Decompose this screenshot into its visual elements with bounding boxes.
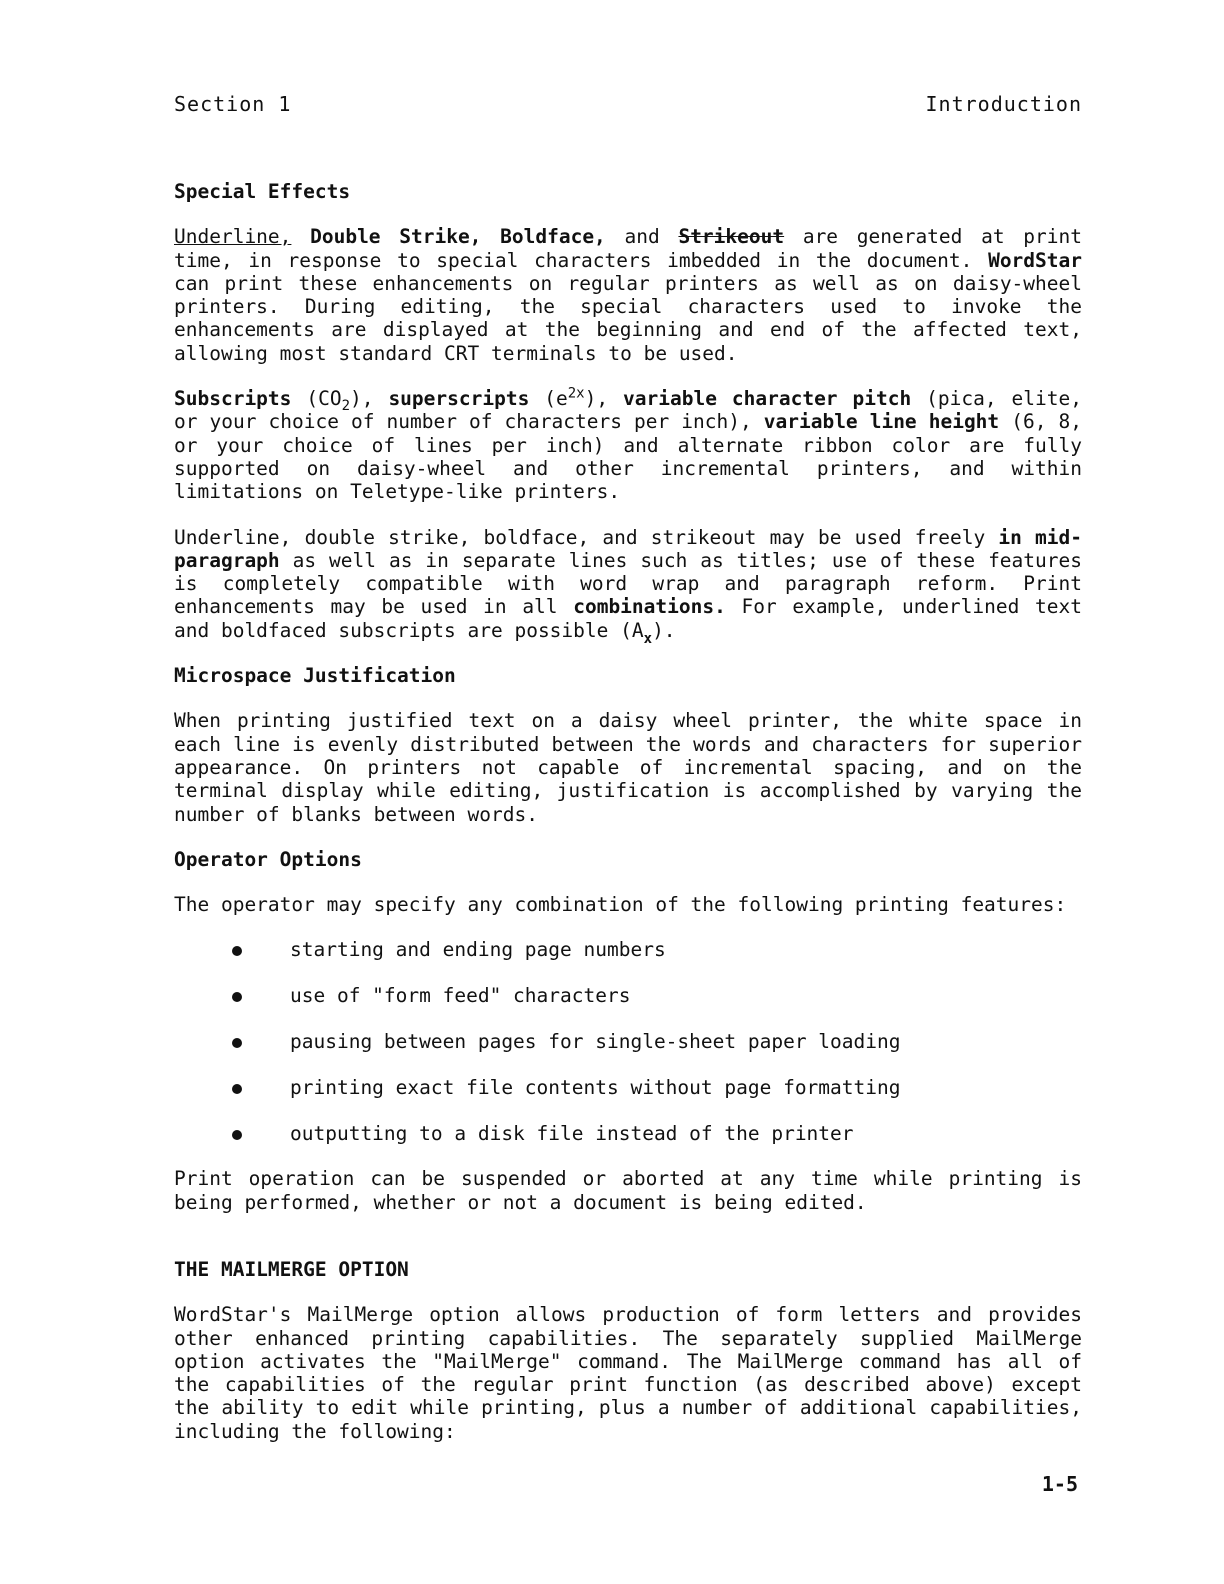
example-end: ). <box>652 618 676 642</box>
list-item: use of "form feed" characters <box>174 984 1082 1007</box>
exponent-superscript: 2x <box>567 385 585 402</box>
list-item: outputting to a disk file instead of the printer <box>174 1122 1082 1145</box>
microspace-heading: Microspace Justification <box>174 664 456 688</box>
co2-base: (CO <box>306 387 342 411</box>
chapter-title: Introduction <box>925 92 1082 116</box>
page-number: 1-5 <box>1041 1472 1078 1496</box>
mailmerge-paragraph: WordStar's MailMerge option allows production of form letters and provides other enhanced printing capabilities. The separately supplied MailMerge option activates the "MailMerge" command. The MailMerge command has all of the capabilities of the regular print function (as described above) except the ability to edit while printing, plus a number of additional capabilities, including the following: <box>174 1303 1082 1443</box>
paragraph-text: (pica, elite, or your choice of number of characters per inch), <box>174 387 1082 434</box>
section-label: Section 1 <box>174 92 292 116</box>
exponent-end: ), <box>584 387 609 411</box>
line-height-term: variable line height <box>763 410 1000 434</box>
paragraph-text: For example, underlined text and boldfaced subscripts are possible <box>174 595 1082 642</box>
microspace-paragraph: When printing justified text on a daisy wheel printer, the white space in each line is evenly distributed between the words and characters for superior appearance. On printers not capable of incremental spacing, and on the terminal display while editing, justification is accomplished by varying the number of blanks between words. <box>174 709 1082 826</box>
special-effects-paragraph-2 <box>174 387 1082 503</box>
operator-closing: Print operation can be suspended or aborted at any time while printing is being performed, whether or not a document is being edited. <box>174 1167 1082 1214</box>
paragraph-text: are generated at print time, in response to special characters imbedded in the document. <box>174 225 1082 272</box>
paragraph-text: as well as in separate lines such as titles; use of these features is completely compatible with word wrap and paragraph reform. Print enhancements may be used in all <box>174 548 1082 619</box>
underline-term: Underline, <box>174 225 292 249</box>
subscripts-term: Subscripts <box>174 387 292 411</box>
operator-intro: The operator may specify any combination of the following printing features: <box>174 893 1067 917</box>
list-item: starting and ending page numbers <box>174 938 1082 961</box>
mid-paragraph-term: in mid-paragraph <box>174 525 1082 572</box>
and-word: and <box>624 225 660 249</box>
superscripts-term: superscripts <box>388 387 530 411</box>
list-item: pausing between pages for single-sheet paper loading <box>174 1030 1082 1053</box>
mailmerge-heading: THE MAILMERGE OPTION <box>174 1258 409 1281</box>
special-effects-heading: Special Effects <box>174 180 351 203</box>
list-item: printing exact file contents without page formatting <box>174 1076 1082 1099</box>
paragraph-text: can print these enhancements on regular printers as well as on daisy-wheel printers. During editing, the special characters used to invoke the enhancements are displayed at the beginning and end of the affected text, allowing most standard CRT terminals to be used. <box>174 271 1082 365</box>
strikeout-term: Strikeout <box>678 225 785 249</box>
example-base: (A <box>620 618 644 642</box>
co2-end: ), <box>350 387 374 411</box>
subscript-example <box>620 618 676 647</box>
pitch-term: variable character pitch <box>623 387 912 411</box>
operator-options-heading: Operator Options <box>174 847 362 871</box>
boldface-term: Boldface, <box>500 225 606 249</box>
special-effects-paragraph-3 <box>174 525 1082 647</box>
spacer <box>174 1236 1082 1258</box>
paragraph-text: (6, 8, or your choice of lines per inch) and alternate ribbon color are fully supported on daisy-wheel and other incremental printers, and within limitations on Teletype-like printers. <box>174 410 1082 504</box>
co2-subscript: 2 <box>341 397 351 414</box>
example-subscript: x <box>643 630 653 647</box>
wordstar-term: WordStar <box>988 248 1082 272</box>
printing-features-list <box>174 938 1082 1144</box>
paragraph-text: Underline, double strike, boldface, and strikeout may be used freely <box>174 525 986 549</box>
exponent-base: (e <box>544 387 568 411</box>
page-body <box>174 180 1082 1465</box>
exponent-example <box>544 387 608 410</box>
co2-example <box>306 387 374 414</box>
combinations-term: combinations. <box>573 595 726 619</box>
special-effects-paragraph-1 <box>174 225 1082 365</box>
double-strike-term: Double Strike, <box>310 225 482 249</box>
